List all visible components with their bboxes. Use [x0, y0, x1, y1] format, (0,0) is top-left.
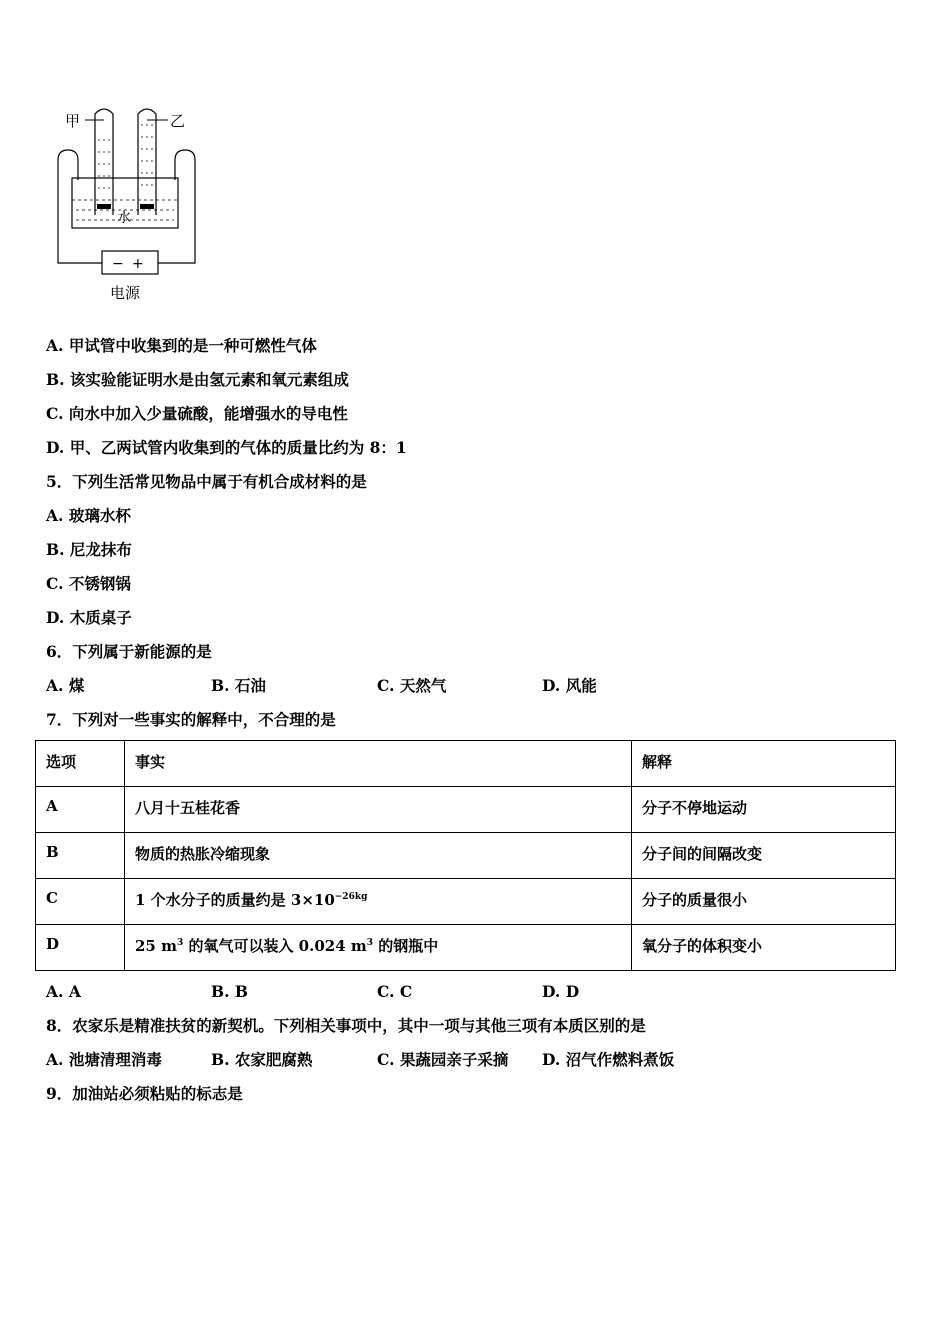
q7-option-c: C. C [377, 982, 413, 1001]
q8-option-c: C. 果蔬园亲子采摘 [377, 1050, 509, 1069]
electrode-right [140, 204, 154, 209]
row-option: A [36, 787, 125, 833]
label-yi: 乙 [170, 112, 186, 130]
row-explain: 氧分子的体积变小 [632, 925, 896, 971]
row-fact: 1 个水分子的质量约是 $3\times 10^{-26kg}$ [125, 879, 632, 925]
header-option: 选项 [36, 741, 125, 787]
row-fact: 八月十五桂花香 [125, 787, 632, 833]
electrode-left [97, 204, 111, 209]
label-minus: − [112, 256, 124, 272]
q8-option-a: A. 池塘清理消毒 [46, 1050, 162, 1069]
q7-option-d: D. D [542, 982, 580, 1001]
q8-option-b: B. 农家肥腐熟 [211, 1050, 313, 1069]
table-row [36, 925, 896, 971]
q7-option-b: B. B [211, 982, 249, 1001]
row-option: B [36, 833, 125, 879]
q5-option-b: B. 尼龙抹布 [46, 540, 132, 559]
q4-option-b: B. 该实验能证明水是由氢元素和氧元素组成 [46, 370, 349, 389]
label-water: 水 [117, 210, 131, 226]
row-option: D [36, 925, 125, 971]
q5-option-a: A. 玻璃水杯 [46, 506, 131, 525]
q6-stem: 6．下列属于新能源的是 [46, 642, 212, 661]
q7-option-a: A. A [46, 982, 81, 1001]
row-fact: 物质的热胀冷缩现象 [125, 833, 632, 879]
table-row [36, 787, 896, 833]
table-row [36, 833, 896, 879]
label-power: 电源 [110, 284, 141, 302]
q4-option-c: C. 向水中加入少量硫酸，能增强水的导电性 [46, 404, 348, 423]
table-header-row [36, 741, 896, 787]
header-explain: 解释 [632, 741, 896, 787]
label-plus: + [132, 256, 144, 272]
q5-option-d: D. 木质桌子 [46, 608, 132, 627]
header-fact: 事实 [125, 741, 632, 787]
wire-right [158, 150, 195, 263]
wire-left [58, 150, 78, 263]
table-row [36, 879, 896, 925]
row-fact: 25 $m^3$ 的氧气可以装入 0.024 $m^3$ 的钢瓶中 [125, 925, 632, 971]
label-jia: 甲 [65, 112, 81, 130]
q6-option-b: B. 石油 [211, 676, 266, 695]
row-option: C [36, 879, 125, 925]
q6-option-c: C. 天然气 [377, 676, 447, 695]
q5-stem: 5．下列生活常见物品中属于有机合成材料的是 [46, 472, 367, 491]
q6-option-a: A. 煤 [46, 676, 85, 695]
row-explain: 分子的质量很小 [632, 879, 896, 925]
q9-stem: 9．加油站必须粘贴的标志是 [46, 1084, 243, 1103]
q6-option-d: D. 风能 [542, 676, 597, 695]
electrolysis-diagram [50, 100, 210, 310]
row-explain: 分子不停地运动 [632, 787, 896, 833]
q8-option-d: D. 沼气作燃料煮饭 [542, 1050, 675, 1069]
q4-option-d: D. 甲、乙两试管内收集到的气体的质量比约为 8：1 [46, 438, 407, 457]
power-supply-box [102, 251, 158, 274]
q5-option-c: C. 不锈钢锅 [46, 574, 131, 593]
q8-stem: 8．农家乐是精准扶贫的新契机。下列相关事项中，其中一项与其他三项有本质区别的是 [46, 1016, 646, 1035]
q4-option-a: A. 甲试管中收集到的是一种可燃性气体 [46, 336, 317, 355]
row-explain: 分子间的间隔改变 [632, 833, 896, 879]
test-tube-jia [95, 109, 113, 215]
q7-table [35, 740, 896, 971]
q7-stem: 7．下列对一些事实的解释中，不合理的是 [46, 710, 336, 729]
